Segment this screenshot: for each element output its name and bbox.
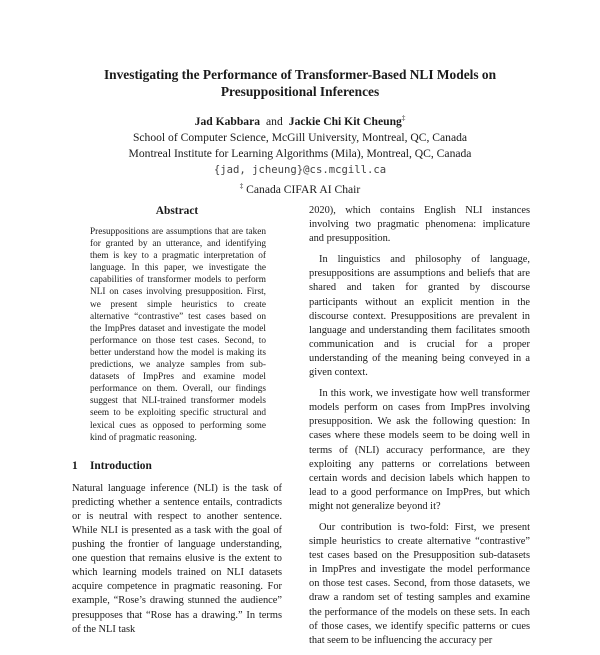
affiliation-2: Montreal Institute for Learning Algorithms (Mila), Montreal, QC, Canada: [128, 146, 472, 160]
left-column: [72, 204, 282, 637]
right-paragraph-1: 2020), which contains English NLI instances involving two pragmatic phenomena: implicature and presupposition.: [309, 205, 530, 245]
section-title: Introduction: [90, 459, 152, 472]
right-paragraph-2: In linguistics and philosophy of language, presuppositions are assumptions and beliefs that are shared and taken for granted by discourse participants without an explicit mention in the discourse context. Presuppositions are prevalent in language and understanding them facilitates smooth communication and is crucial for a proper understanding of the meaning being conveyed in a given context.: [309, 254, 530, 379]
paper-title: [40, 66, 560, 100]
abstract-text: Presuppositions are assumptions that are taken for granted by an utterance, and identifying them is key to a pragmatic interpretation of language. In this paper, we investigate the capabilities of transformer models to perform NLI on cases involving presupposition. First, we present simple heuristics to create alternative “contrastive” test cases based on the ImpPres dataset and investigate the model performance on those test cases. Second, to better understand how the model is making its predictions, we analyze samples from sub-datasets of ImpPres and examine model performance on them. Overall, our findings suggest that NLI-trained transformer models seem to be exploiting specific structural and lexical cues as opposed to performing some kind of pragmatic reasoning.: [90, 227, 266, 443]
title-line-2: Presuppositional Inferences: [220, 84, 380, 99]
author-email: {jad, jcheung}@cs.mcgill.ca: [213, 163, 387, 176]
right-paragraph-3: In this work, we investigate how well transformer models perform on cases from ImpPres involving presupposition. We ask the following question: In cases where these models seem to be doing well in terms of (NLI) accuracy performance, are they exploiting any patterns or correlations between certain words and decision labels which happen to lead to a good performance on ImpPres, but which might not generalize beyond it?: [309, 388, 530, 512]
abstract-heading: Abstract: [155, 205, 199, 217]
footnote-text: Canada CIFAR AI Chair: [246, 182, 361, 196]
author-names: [40, 110, 560, 130]
title-line-1: Investigating the Performance of Transformer-Based NLI Models on: [103, 67, 497, 82]
section-number: 1: [72, 459, 78, 472]
introduction-paragraph: Natural language inference (NLI) is the task of predicting whether a sentence entails, contradicts or is neutral with respect to another sentence. While NLI is presented as a task with the goal of pushing the frontier of language understanding, one question that remains elusive is the extent to which learning models trained on NLI datasets acquire competence in pragmatic reasoning. For example, “Rose’s drawing stunned the audience” presupposes that “Rose has a drawing.” In terms of the NLI task: [72, 482, 282, 635]
section-heading-introduction: [72, 459, 282, 473]
author-conjunction: and: [266, 114, 283, 128]
affiliation-1: School of Computer Science, McGill University, Montreal, QC, Canada: [132, 130, 468, 144]
footnote-mark: ‡: [239, 181, 244, 190]
author-2: Jackie Chi Kit Cheung: [288, 114, 402, 128]
author-block: [40, 110, 560, 198]
author-2-footnote-mark: ‡: [401, 114, 406, 122]
right-paragraph-4: Our contribution is two-fold: First, we present simple heuristics to create alternative “contrastive” test cases based on the Presupposition sub-datasets in ImpPres and investigate the model performance on those test cases. Second, from those datasets, we draw a random set of testing samples and examine the performance of the models on these sets. In each of those cases, we identify specific patterns or cues that seem to be influencing the accuracy per: [309, 521, 530, 646]
author-footnote: [40, 178, 560, 198]
author-1: Jad Kabbara: [194, 114, 261, 128]
right-column: [309, 204, 530, 655]
